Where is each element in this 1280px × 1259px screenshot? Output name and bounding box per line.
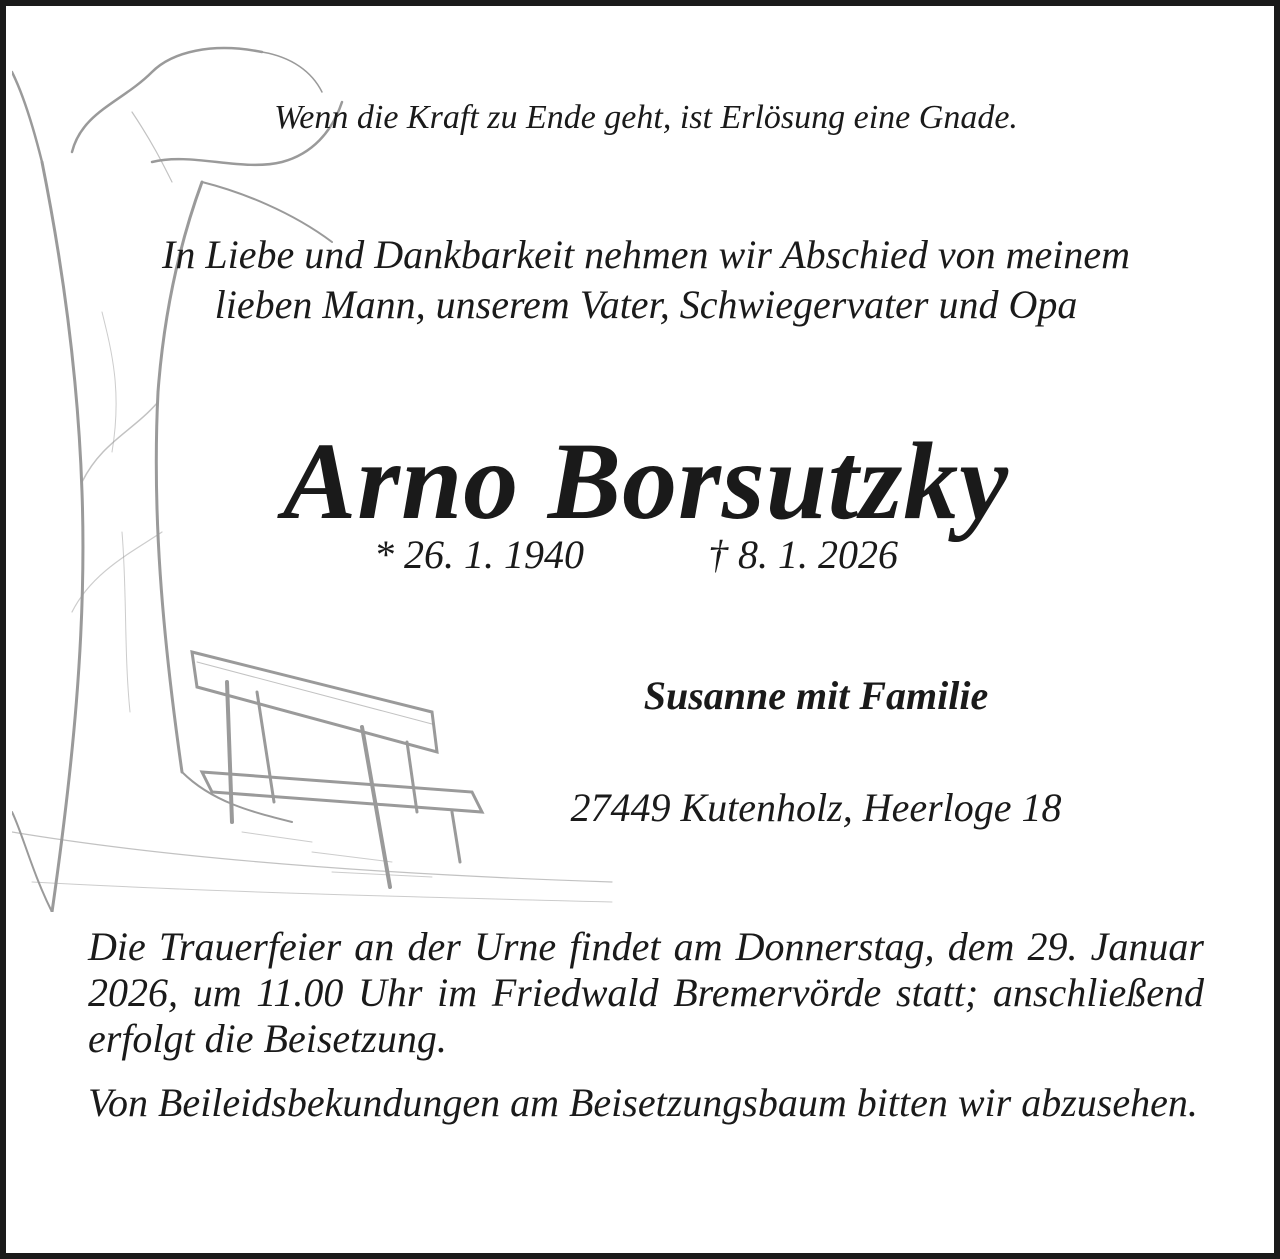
- death-date: † 8. 1. 2026: [708, 532, 898, 577]
- farewell-intro-line-1: In Liebe und Dankbarkeit nehmen wir Abschied von meinem: [162, 232, 1130, 277]
- mourners-signature: Susanne mit Familie: [643, 673, 989, 718]
- family-address: 27449 Kutenholz, Heerloge 18: [570, 785, 1062, 830]
- condolence-note: Von Beileidsbekundungen am Beisetzungsbaum bitten wir abzusehen.: [88, 1080, 1198, 1125]
- ceremony-info: Die Trauerfeier an der Urne findet am Donnerstag, dem 29. Januar 2026, um 11.00 Uhr im Friedwald Bremervörde statt; anschließend erfolgt die Beisetzung.: [88, 924, 1204, 1061]
- farewell-intro: [66, 230, 1226, 330]
- birth-date: * 26. 1. 1940: [374, 532, 584, 577]
- deceased-name: Arno Borsutzky: [282, 420, 1010, 542]
- motto-quote: Wenn die Kraft zu Ende geht, ist Erlösung eine Gnade.: [274, 99, 1018, 136]
- farewell-intro-line-2: lieben Mann, unserem Vater, Schwiegervater und Opa: [214, 282, 1078, 327]
